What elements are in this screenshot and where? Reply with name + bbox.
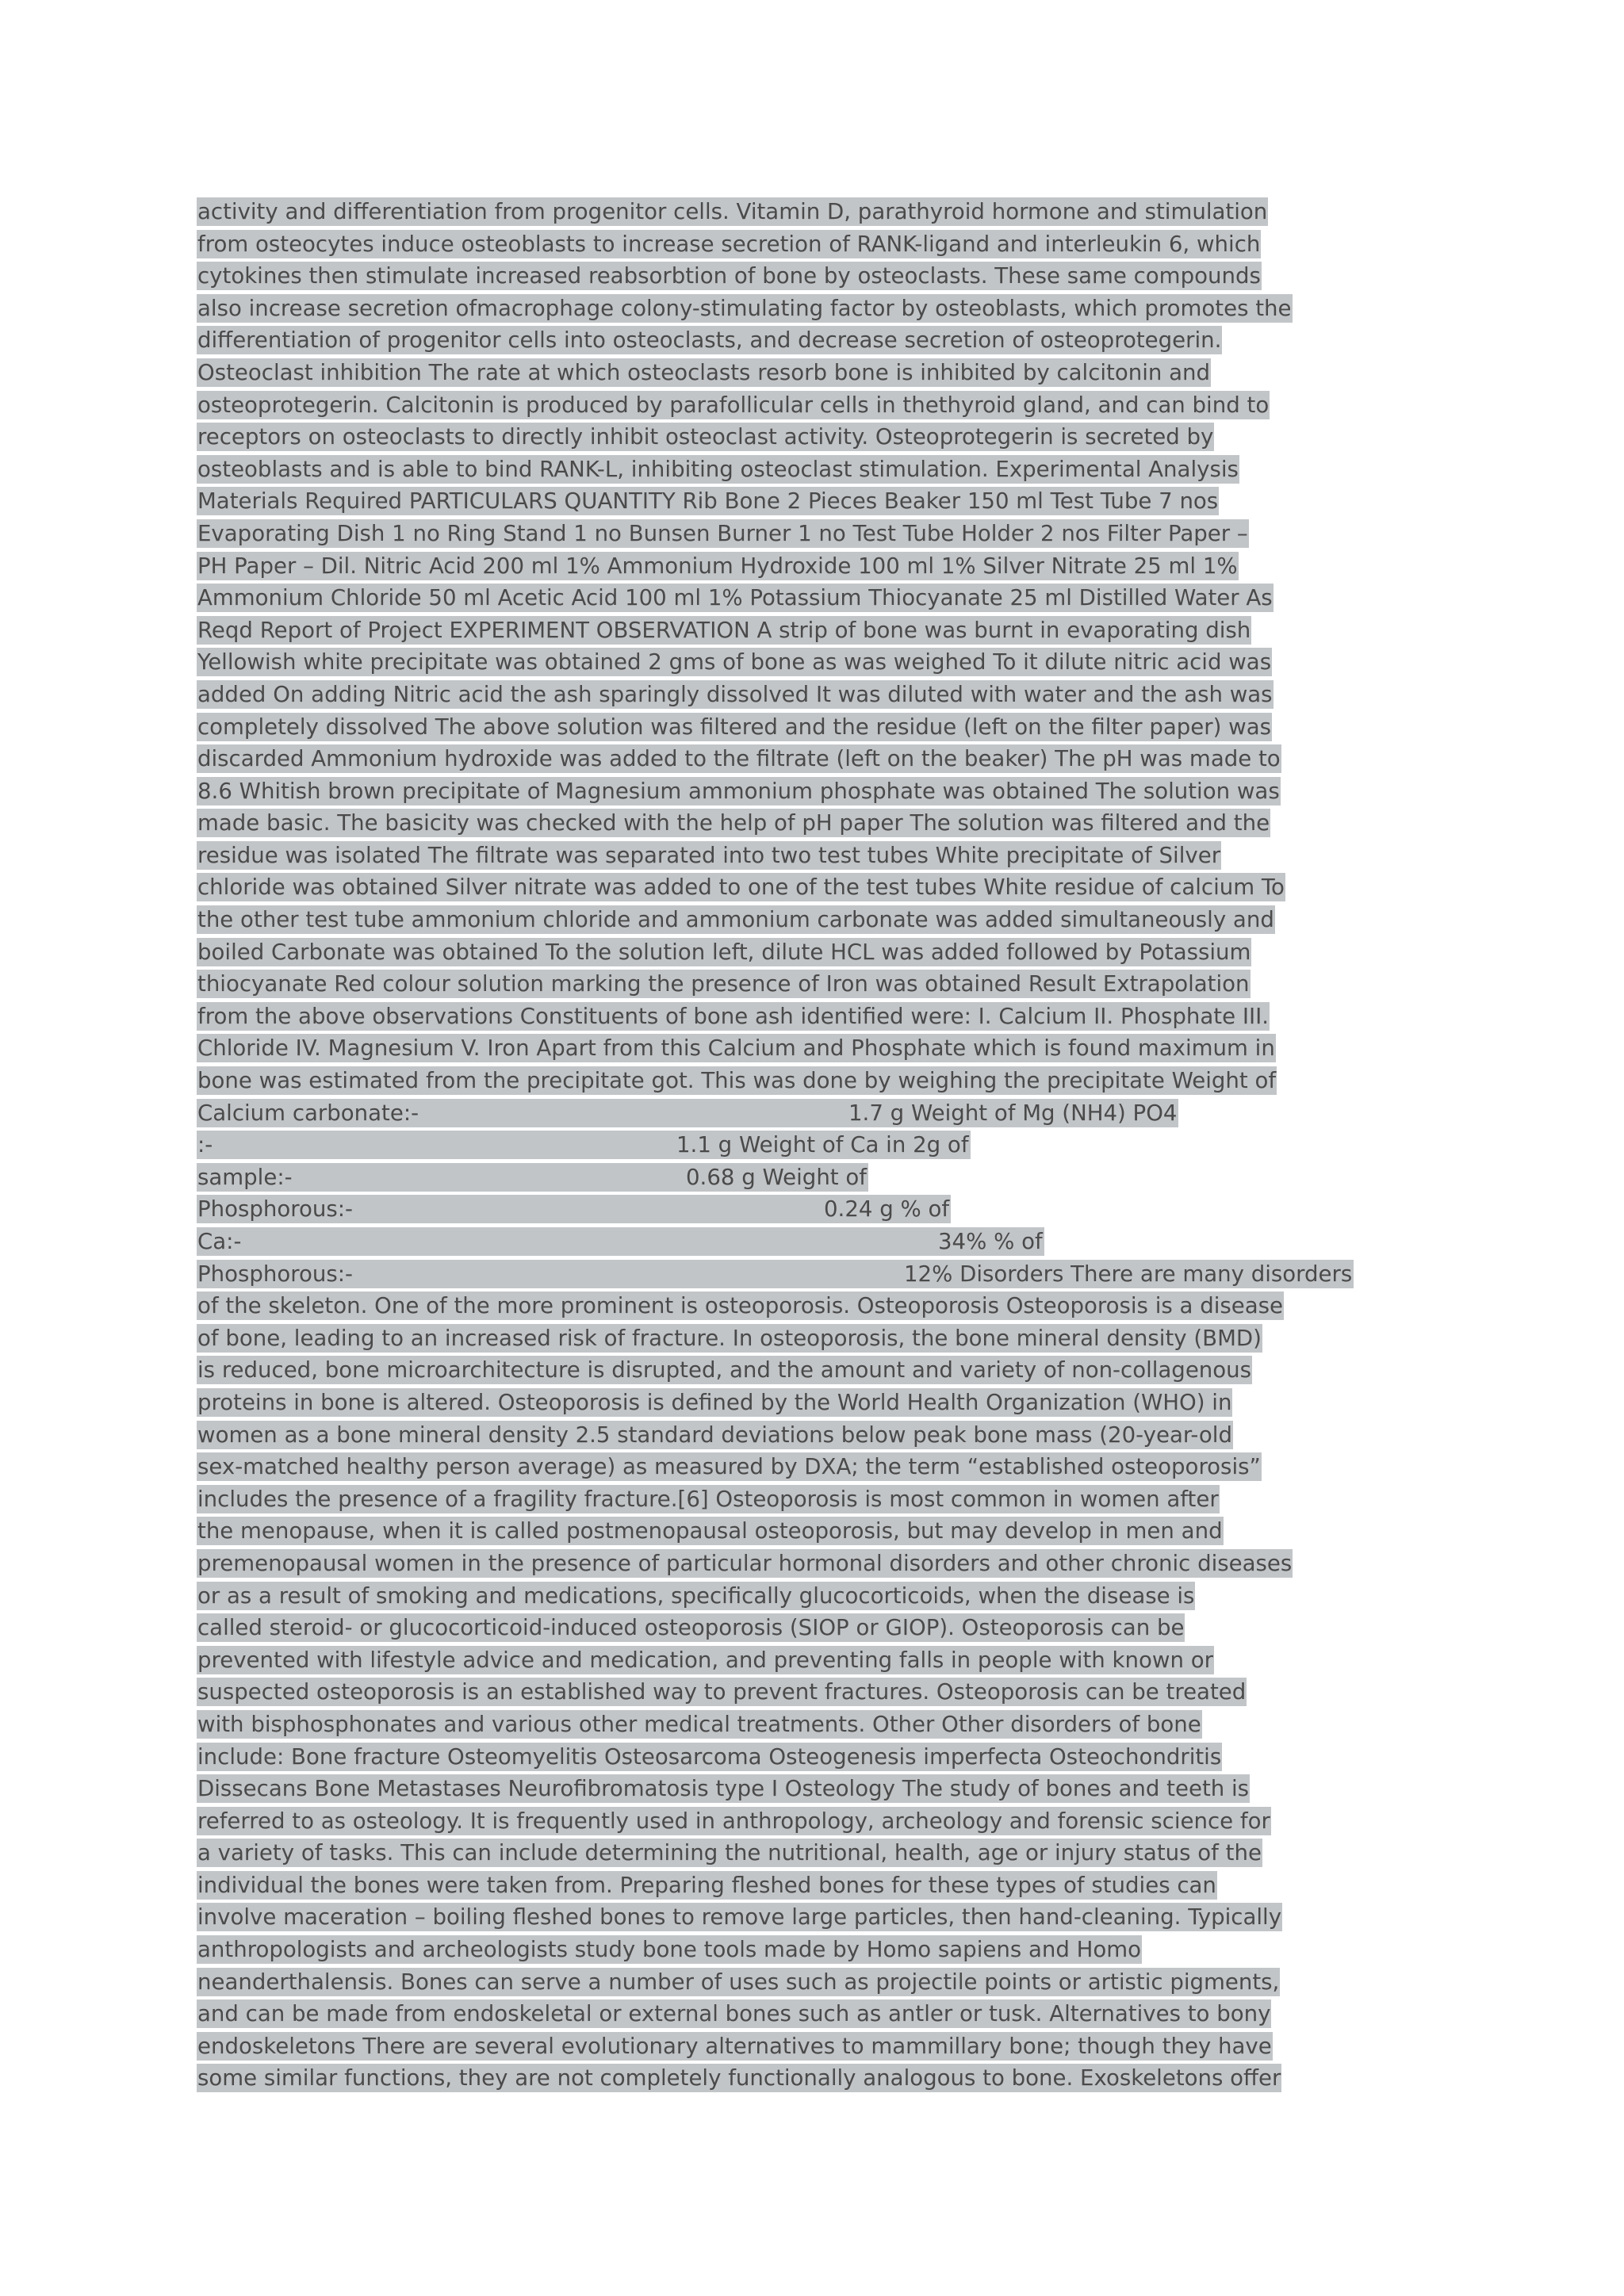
text-line [197, 807, 1435, 840]
text-line [197, 1290, 1435, 1322]
highlighted-text: called steroid- or glucocorticoid-induced osteoporosis (SIOP or GIOP). Osteoporosis can be [197, 1614, 1185, 1641]
text-line [197, 1032, 1435, 1065]
highlighted-text: premenopausal women in the presence of particular hormonal disorders and other chronic diseases [197, 1549, 1293, 1576]
measurement-value: 34% % of [938, 1228, 1043, 1254]
measurement-row [197, 1161, 1435, 1194]
text-line [197, 1612, 1435, 1644]
text-line [197, 518, 1435, 550]
text-line [197, 324, 1435, 357]
highlighted-text: thiocyanate Red colour solution marking the presence of Iron was obtained Result Extrapolation [197, 970, 1250, 997]
text-line [197, 743, 1435, 775]
highlighted-text: chloride was obtained Silver nitrate was added to one of the test tubes White residue of calcium To [197, 874, 1285, 901]
text-line [197, 1451, 1435, 1483]
text-line [197, 1676, 1435, 1709]
highlighted-text: osteoblasts and is able to bind RANK-L, inhibiting osteoclast stimulation. Experimental Analysis [197, 455, 1239, 482]
highlighted-text: residue was isolated The filtrate was separated into two test tubes White precipitate of Silver [197, 841, 1221, 868]
text-line [197, 904, 1435, 936]
highlighted-text: anthropologists and archeologists study bone tools made by Homo sapiens and Homo [197, 1936, 1142, 1963]
text-line [197, 389, 1435, 422]
text-line [197, 871, 1435, 904]
text-line [197, 1998, 1435, 2030]
measurement-row [197, 1258, 1435, 1291]
highlighted-text: Reqd Report of Project EXPERIMENT OBSERVATION A strip of bone was burnt in evaporating dish [197, 616, 1251, 643]
text-line [197, 1869, 1435, 1902]
highlighted-text: added On adding Nitric acid the ash sparingly dissolved It was diluted with water and the ash was [197, 680, 1273, 707]
text-line [197, 936, 1435, 969]
text-line [197, 1354, 1435, 1387]
text-line [197, 1322, 1435, 1355]
text-line [197, 646, 1435, 679]
highlighted-text: involve maceration – boiling fleshed bones to remove large particles, then hand-cleaning. Typically [197, 1904, 1282, 1931]
text-line [197, 1483, 1435, 1516]
highlighted-text: Osteoclast inhibition The rate at which osteoclasts resorb bone is inhibited by calcitonin and [197, 358, 1211, 385]
highlighted-text: the other test tube ammonium chloride and ammonium carbonate was added simultaneously and [197, 906, 1274, 933]
text-line [197, 2030, 1435, 2063]
highlighted-text: referred to as osteology. It is frequently used in anthropology, archeology and forensic science for [197, 1807, 1270, 1834]
text-line [197, 1001, 1435, 1033]
text-line [197, 293, 1435, 325]
text-line [197, 228, 1435, 261]
text-line [197, 453, 1435, 486]
text-line [197, 1580, 1435, 1613]
text-line [197, 711, 1435, 744]
text-line [197, 1644, 1435, 1677]
highlighted-text: discarded Ammonium hydroxide was added to the filtrate (left on the beaker) The pH was made to [197, 745, 1281, 772]
highlighted-text: also increase secretion ofmacrophage colony-stimulating factor by osteoblasts, which promotes the [197, 294, 1292, 321]
text-line [197, 1741, 1435, 1774]
measurement-label: Phosphorous:- [197, 1260, 354, 1287]
highlighted-text: Ammonium Chloride 50 ml Acetic Acid 100 ml 1% Potassium Thiocyanate 25 ml Distilled Water As [197, 584, 1273, 611]
highlighted-text: from the above observations Constituents of bone ash identified were: I. Calcium II. Phosphate III. [197, 1002, 1270, 1029]
text-line [197, 196, 1435, 228]
measurement-value: 0.68 g Weight of [686, 1163, 867, 1190]
measurement-value: 12% Disorders There are many disorders [904, 1260, 1353, 1287]
highlighted-text: the menopause, when it is called postmenopausal osteoporosis, but may develop in men and [197, 1517, 1223, 1544]
highlighted-text: or as a result of smoking and medications, specifically glucocorticoids, when the disease is [197, 1582, 1195, 1609]
text-line [197, 1773, 1435, 1805]
measurement-value: 1.7 g Weight of Mg (NH4) PO4 [848, 1099, 1178, 1126]
highlighted-text: bone was estimated from the precipitate got. This was done by weighing the precipitate Weight of [197, 1067, 1277, 1094]
highlighted-text: sex-matched healthy person average) as measured by DXA; the term “established osteoporosis” [197, 1453, 1261, 1480]
highlighted-text: is reduced, bone microarchitecture is disrupted, and the amount and variety of non-collagenous [197, 1357, 1252, 1383]
highlighted-text: 8.6 Whitish brown precipitate of Magnesium ammonium phosphate was obtained The solution was [197, 777, 1280, 804]
highlighted-text: proteins in bone is altered. Osteoporosis is defined by the World Health Organization (WHO) in [197, 1388, 1232, 1415]
text-line [197, 357, 1435, 389]
measurement-label: Ca:- [197, 1228, 242, 1254]
text-line [197, 1901, 1435, 1934]
highlighted-text: Yellowish white precipitate was obtained 2 gms of bone as was weighed To it dilute nitric acid was [197, 649, 1272, 675]
measurement-row [197, 1226, 1435, 1258]
text-line [197, 582, 1435, 614]
measurement-value: 0.24 g % of [824, 1196, 950, 1223]
text-line [197, 1805, 1435, 1838]
measurement-row [197, 1193, 1435, 1226]
text-line [197, 775, 1435, 808]
highlighted-text: a variety of tasks. This can include determining the nutritional, health, age or injury status of the [197, 1839, 1262, 1866]
highlighted-text: women as a bone mineral density 2.5 standard deviations below peak bone mass (20-year-old [197, 1421, 1232, 1448]
measurement-row [197, 1097, 1435, 1130]
highlighted-text: Evaporating Dish 1 no Ring Stand 1 no Bunsen Burner 1 no Test Tube Holder 2 nos Filter Paper – [197, 519, 1248, 546]
text-line [197, 679, 1435, 711]
highlighted-text: prevented with lifestyle advice and medication, and preventing falls in people with known or [197, 1646, 1213, 1673]
highlighted-text: Dissecans Bone Metastases Neurofibromatosis type I Osteology The study of bones and teeth is [197, 1775, 1250, 1802]
text-line [197, 840, 1435, 872]
highlighted-text: from osteocytes induce osteoblasts to increase secretion of RANK-ligand and interleukin 6, which [197, 230, 1261, 257]
highlighted-text: completely dissolved The above solution was filtered and the residue (left on the filter paper) was [197, 713, 1272, 740]
highlighted-text: with bisphosphonates and various other medical treatments. Other Other disorders of bone [197, 1710, 1201, 1737]
highlighted-text: and can be made from endoskeletal or external bones such as antler or tusk. Alternatives to bony [197, 2000, 1271, 2027]
body-text [197, 196, 1435, 2095]
text-line [197, 550, 1435, 583]
measurement-label: sample:- [197, 1163, 293, 1190]
text-line [197, 1387, 1435, 1419]
highlighted-text: boiled Carbonate was obtained To the solution left, dilute HCL was added followed by Potassium [197, 938, 1251, 965]
measurement-row [197, 1129, 1435, 1161]
text-line [197, 1837, 1435, 1869]
text-line [197, 1548, 1435, 1580]
highlighted-text: made basic. The basicity was checked with the help of pH paper The solution was filtered and the [197, 809, 1270, 836]
text-line [197, 260, 1435, 293]
measurement-row-highlight [197, 1227, 1044, 1256]
measurement-label: Calcium carbonate:- [197, 1099, 419, 1126]
text-line [197, 614, 1435, 647]
text-line [197, 485, 1435, 518]
text-line [197, 1966, 1435, 1999]
measurement-value: 1.1 g Weight of Ca in 2g of [676, 1131, 969, 1158]
highlighted-text: neanderthalensis. Bones can serve a number of uses such as projectile points or artistic pigments, [197, 1968, 1280, 1995]
measurement-label: :- [197, 1131, 213, 1158]
highlighted-text: Chloride IV. Magnesium V. Iron Apart from this Calcium and Phosphate which is found maximum in [197, 1035, 1275, 1062]
highlighted-text: differentiation of progenitor cells into osteoclasts, and decrease secretion of osteoprotegerin. [197, 327, 1222, 354]
highlighted-text: osteoprotegerin. Calcitonin is produced by parafollicular cells in thethyroid gland, and can bind to [197, 391, 1270, 418]
text-line [197, 1709, 1435, 1741]
highlighted-text: PH Paper – Dil. Nitric Acid 200 ml 1% Ammonium Hydroxide 100 ml 1% Silver Nitrate 25 ml 1% [197, 552, 1238, 579]
text-line [197, 1515, 1435, 1548]
highlighted-text: include: Bone fracture Osteomyelitis Osteosarcoma Osteogenesis imperfecta Osteochondritis [197, 1743, 1222, 1770]
text-line [197, 1419, 1435, 1452]
highlighted-text: individual the bones were taken from. Preparing fleshed bones for these types of studies can [197, 1871, 1216, 1898]
highlighted-text: suspected osteoporosis is an established way to prevent fractures. Osteoporosis can be treated [197, 1678, 1247, 1705]
highlighted-text: endoskeletons There are several evolutionary alternatives to mammillary bone; though they have [197, 2032, 1272, 2059]
text-line [197, 968, 1435, 1001]
text-line [197, 1065, 1435, 1097]
highlighted-text: of the skeleton. One of the more prominent is osteoporosis. Osteoporosis Osteoporosis is a disease [197, 1292, 1283, 1319]
highlighted-text: of bone, leading to an increased risk of fracture. In osteoporosis, the bone mineral density (BMD) [197, 1324, 1262, 1351]
highlighted-text: Materials Required PARTICULARS QUANTITY Rib Bone 2 Pieces Beaker 150 ml Test Tube 7 nos [197, 488, 1219, 515]
text-line [197, 1934, 1435, 1966]
measurement-label: Phosphorous:- [197, 1196, 354, 1223]
highlighted-text: includes the presence of a fragility fracture.[6] Osteoporosis is most common in women after [197, 1485, 1219, 1512]
highlighted-text: some similar functions, they are not completely functionally analogous to bone. Exoskeletons offer [197, 2064, 1281, 2091]
text-line [197, 2062, 1435, 2095]
text-line [197, 421, 1435, 453]
highlighted-text: activity and differentiation from progenitor cells. Vitamin D, parathyroid hormone and stimulation [197, 198, 1268, 224]
highlighted-text: receptors on osteoclasts to directly inhibit osteoclast activity. Osteoprotegerin is secreted by [197, 423, 1214, 450]
highlighted-text: cytokines then stimulate increased reabsorbtion of bone by osteoclasts. These same compounds [197, 262, 1261, 289]
